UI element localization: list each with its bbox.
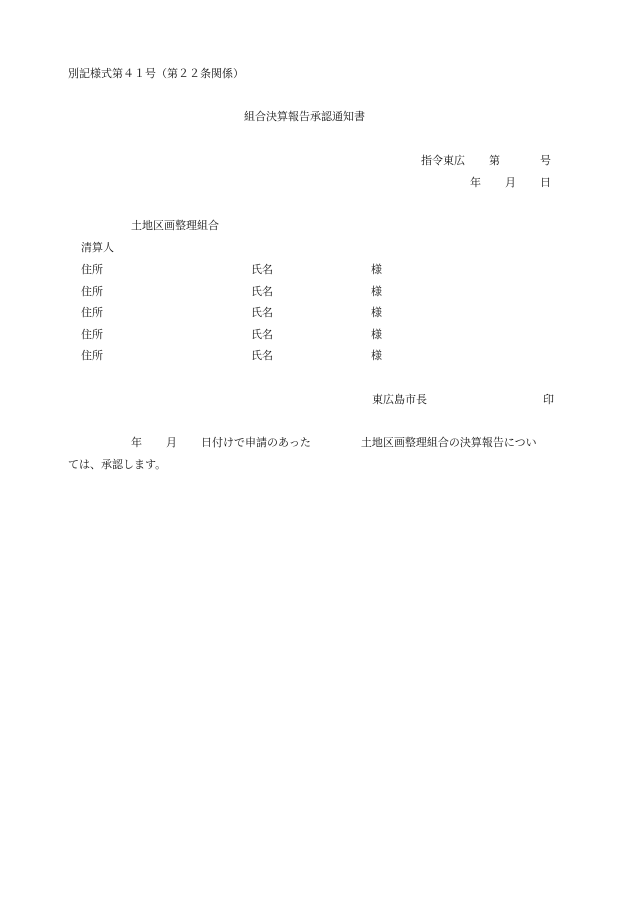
date-day: 日 <box>540 176 551 189</box>
address-label: 住所 <box>81 328 103 341</box>
address-label: 住所 <box>81 263 103 276</box>
body-year: 年 <box>131 436 142 449</box>
body-month: 月 <box>166 436 177 449</box>
honorific: 様 <box>371 328 382 341</box>
liquidator-row <box>81 307 401 321</box>
reference-label: 指令東広 <box>421 154 465 167</box>
reference-dai: 第 <box>489 154 500 167</box>
name-label: 氏名 <box>251 349 273 362</box>
name-label: 氏名 <box>251 285 273 298</box>
honorific: 様 <box>371 285 382 298</box>
body-text-line-2: ては、承認します。 <box>68 458 167 471</box>
form-number: 別記様式第４１号（第２２条関係） <box>68 67 244 80</box>
liquidator-row <box>81 350 401 364</box>
name-label: 氏名 <box>251 263 273 276</box>
name-label: 氏名 <box>251 306 273 319</box>
issue-date <box>470 177 551 188</box>
body-association-phrase: 土地区画整理組合の決算報告につい <box>360 436 537 449</box>
date-year: 年 <box>470 176 481 189</box>
issuer-title: 東広島市長 <box>372 393 427 406</box>
reference-go: 号 <box>540 154 551 167</box>
honorific: 様 <box>371 263 382 276</box>
document-title: 組合決算報告承認通知書 <box>244 110 365 123</box>
liquidator-row <box>81 329 401 343</box>
seal-mark: 印 <box>543 393 554 406</box>
reference-number <box>421 155 551 166</box>
address-label: 住所 <box>81 349 103 362</box>
body-text-line-1 <box>131 437 537 448</box>
address-label: 住所 <box>81 306 103 319</box>
liquidator-label: 清算人 <box>81 241 114 254</box>
address-label: 住所 <box>81 285 103 298</box>
date-month: 月 <box>505 176 516 189</box>
liquidator-row <box>81 264 401 278</box>
liquidator-row <box>81 286 401 300</box>
association-name: 土地区画整理組合 <box>131 219 219 232</box>
name-label: 氏名 <box>251 328 273 341</box>
honorific: 様 <box>371 349 382 362</box>
honorific: 様 <box>371 306 382 319</box>
body-date-phrase: 日付けで申請のあった <box>201 436 311 449</box>
